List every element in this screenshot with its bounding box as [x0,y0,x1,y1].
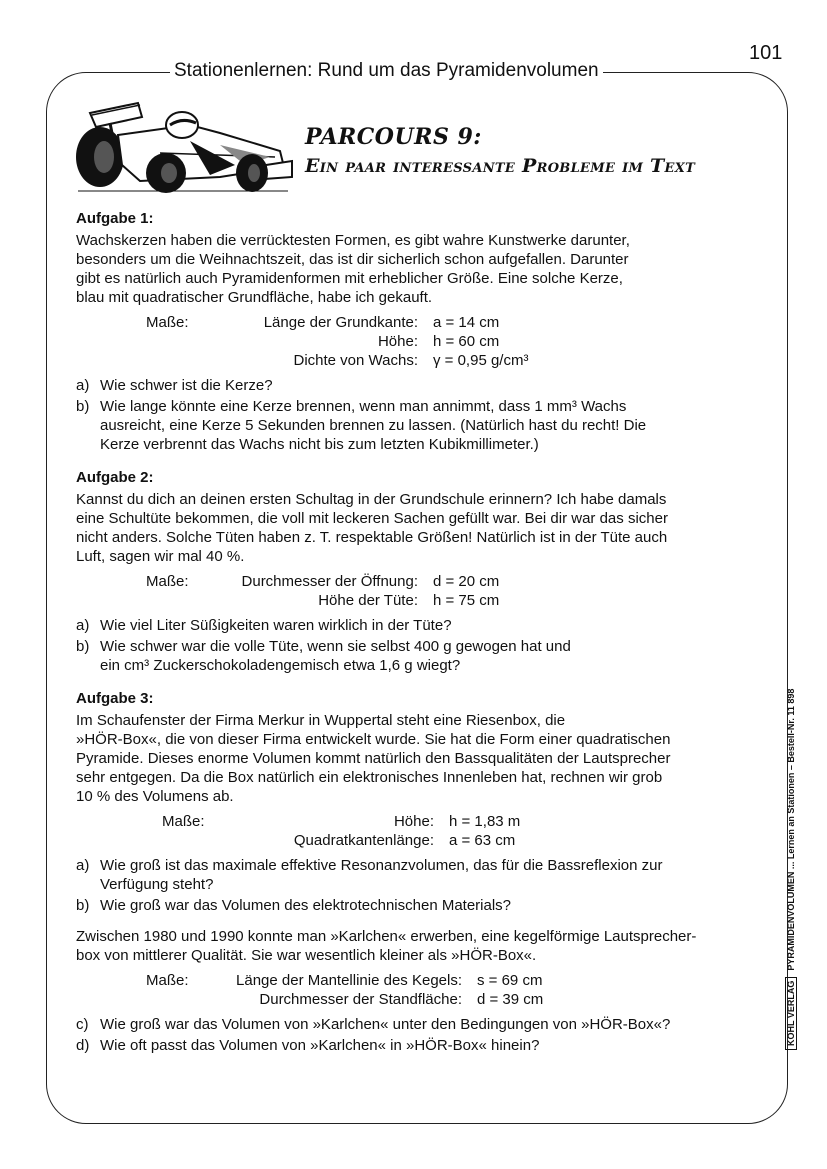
task3-text-line: Pyramide. Dieses enorme Volumen kommt natürlich den Bassqualitäten der Lautsprecher [76,750,671,767]
task2-heading: Aufgabe 2: [76,469,154,486]
question-number: a) [76,617,90,634]
measure-value: h = 60 cm [433,333,500,350]
measure-value: d = 39 cm [477,991,544,1008]
task1-measures [76,313,776,370]
question-item [76,397,776,454]
question-text: Wie groß ist das maximale effektive Resonanzvolumen, das für die Bassreflexion zur [100,857,663,874]
task2-text-line: Luft, sagen wir mal 40 %. [76,548,245,565]
measure-label: Durchmesser der Öffnung: [241,573,418,590]
parcours-subtitle: Ein paar interessante Probleme im Text [305,155,696,177]
question-number: a) [76,857,90,874]
question-text: ein cm³ Zuckerschokoladengemisch etwa 1,6 g wiegt? [100,657,461,674]
side-imprint-text: PYRAMIDENVOLUMEN ... Lernen an Stationen – Bestell-Nr. 11 898 [786,688,796,971]
task3-measures [76,812,776,850]
task3-extra-line: box von mittlerer Qualität. Sie war wesentlich kleiner als »HÖR-Box«. [76,947,537,964]
measure-label: Durchmesser der Standfläche: [259,991,462,1008]
measure-label: Dichte von Wachs: [293,352,418,369]
measure-value: γ = 0,95 g/cm³ [433,352,529,369]
task1-heading: Aufgabe 1: [76,210,154,227]
publisher-logo: KOHL VERLAG [785,977,797,1050]
question-item [76,616,776,635]
question-text: Wie groß war das Volumen von »Karlchen« unter den Bedingungen von »HÖR-Box«? [100,1016,671,1033]
measure-value: h = 1,83 m [449,813,521,830]
question-item [76,637,776,675]
measure-label: Quadratkantenlänge: [293,832,434,849]
race-car-illustration [70,95,295,195]
measure-value: h = 75 cm [433,592,500,609]
question-text: Wie viel Liter Süßigkeiten waren wirklich in der Tüte? [100,617,452,634]
question-item [76,856,776,894]
measure-value: a = 63 cm [449,832,516,849]
side-imprint [786,689,796,1050]
page-number: 101 [749,42,783,64]
task2-text-line: Kannst du dich an deinen ersten Schultag in der Grundschule erinnern? Ich habe damals [76,491,667,508]
measure-label: Länge der Mantellinie des Kegels: [236,972,462,989]
measures-label: Maße: [146,314,189,331]
measure-label: Höhe der Tüte: [318,592,418,609]
measures-label: Maße: [162,813,205,830]
task3-extra-line: Zwischen 1980 und 1990 konnte man »Karlchen« erwerben, eine kegelförmige Lautsprecher- [76,928,697,945]
question-number: b) [76,897,90,914]
measure-label: Länge der Grundkante: [263,314,418,331]
question-text: Verfügung steht? [100,876,214,893]
question-text: Wie schwer war die volle Tüte, wenn sie selbst 400 g gewogen hat und [100,638,571,655]
question-text: ausreicht, eine Kerze 5 Sekunden brennen zu lassen. (Natürlich hast du recht! Die [100,417,647,434]
task1-text-line: blau mit quadratischer Grundfläche, habe ich gekauft. [76,289,433,306]
question-number: d) [76,1037,90,1054]
task3-measures-2 [76,971,776,1009]
measure-label: Höhe: [377,333,418,350]
question-item [76,376,776,395]
measures-label: Maße: [146,573,189,590]
measures-label: Maße: [146,972,189,989]
measure-label: Höhe: [393,813,434,830]
task1-text-line: gibt es natürlich auch Pyramidenformen mit erheblicher Größe. Eine solche Kerze, [76,270,623,287]
measure-value: d = 20 cm [433,573,500,590]
question-item [76,896,776,915]
question-text: Kerze verbrennt das Wachs nicht bis zum letzten Kubikmillimeter.) [100,436,539,453]
task3-text-line: »HÖR-Box«, die von dieser Firma entwickelt wurde. Sie hat die Form einer quadratischen [76,731,671,748]
question-text: Wie schwer ist die Kerze? [100,377,273,394]
task2-text-line: nicht anders. Solche Tüten haben z. T. respektable Größen! Natürlich ist in der Tüte auch [76,529,668,546]
measure-value: s = 69 cm [477,972,543,989]
task1-text-line: besonders um die Weihnachtszeit, das ist dir sicherlich schon aufgefallen. Darunter [76,251,629,268]
task3-heading: Aufgabe 3: [76,690,154,707]
task3-text-line: 10 % des Volumens ab. [76,788,234,805]
question-text: Wie groß war das Volumen des elektrotechnischen Materials? [100,897,512,914]
task-content [76,209,776,1057]
question-number: a) [76,377,90,394]
task2-text-line: eine Schultüte bekommen, die voll mit leckeren Sachen gefüllt war. Bei dir war das sicher [76,510,668,527]
question-text: Wie oft passt das Volumen von »Karlchen« in »HÖR-Box« hinein? [100,1037,540,1054]
question-number: b) [76,638,90,655]
task2-measures [76,572,776,610]
question-item [76,1036,776,1055]
question-number: b) [76,398,90,415]
header-title: Stationenlernen: Rund um das Pyramidenvolumen [170,60,603,82]
task3-text-line: sehr entgegen. Da die Box natürlich ein elektronisches Innenleben hat, rechnen wir grob [76,769,663,786]
measure-value: a = 14 cm [433,314,500,331]
question-number: c) [76,1016,89,1033]
question-item [76,1015,776,1034]
parcours-title: PARCOURS 9: [305,124,482,150]
task3-text-line: Im Schaufenster der Firma Merkur in Wuppertal steht eine Riesenbox, die [76,712,566,729]
question-text: Wie lange könnte eine Kerze brennen, wenn man annimmt, dass 1 mm³ Wachs [100,398,627,415]
task1-text-line: Wachskerzen haben die verrücktesten Formen, es gibt wahre Kunstwerke darunter, [76,232,630,249]
